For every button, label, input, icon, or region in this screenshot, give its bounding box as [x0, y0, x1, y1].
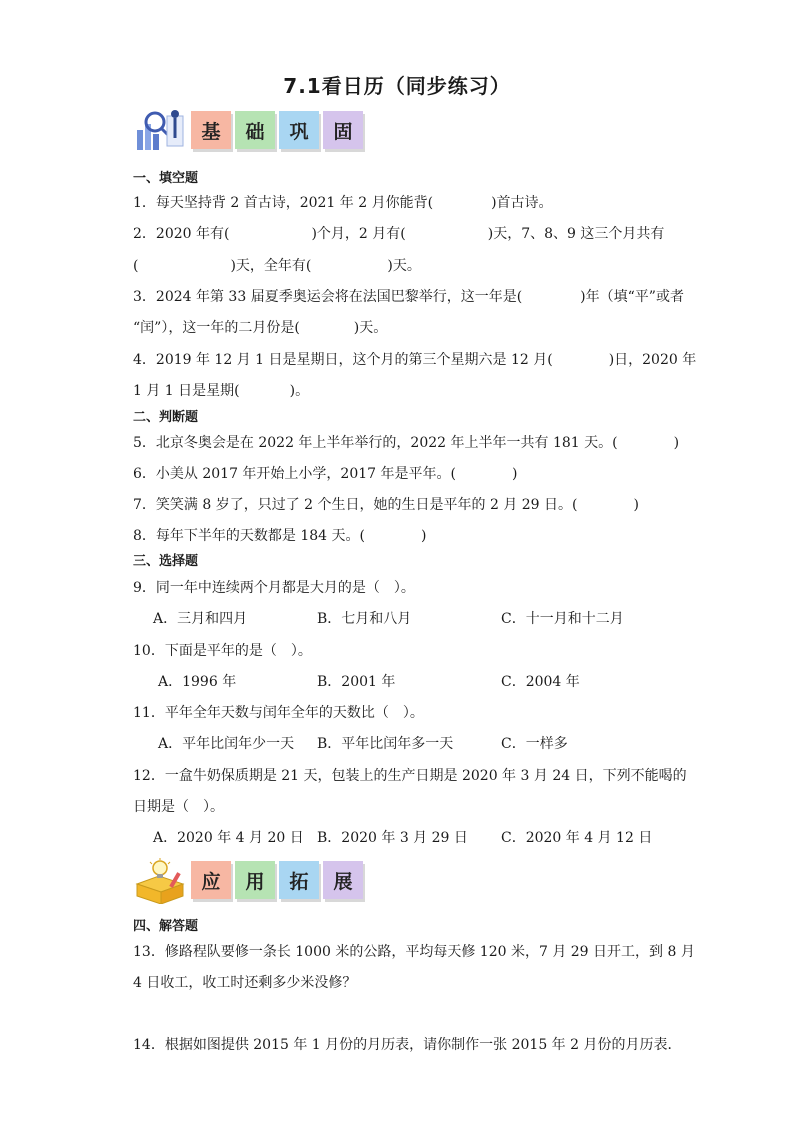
magnifier-chart-icon [133, 108, 187, 154]
q7-text-a: 7．笑笑满 8 岁了，只过了 2 个生日，她的生日是平年的 2 月 29 日。( [133, 497, 578, 513]
banner-basic [133, 108, 393, 154]
q9-option-a[interactable]: A．三月和四月 [153, 611, 248, 627]
q10-option-a[interactable]: A．1996 年 [158, 674, 237, 690]
banner-tile: 基 [191, 111, 231, 149]
q2-text-d: ( [133, 258, 139, 274]
question-13-line1: 13．修路程队要修一条长 1000 米的公路，平均每天修 120 米，7 月 29 日开工，到 8 月 [133, 944, 695, 960]
question-3-line1 [133, 286, 684, 306]
q3-text-c: “闰”），这一年的二月份是( [133, 320, 300, 336]
banner-application-tiles [191, 861, 363, 899]
q12-option-b[interactable]: B．2020 年 3 月 29 日 [317, 830, 468, 846]
banner-tile: 巩 [279, 111, 319, 149]
lightbulb-box-icon [133, 858, 187, 904]
q9-option-c[interactable]: C．十一月和十二月 [501, 611, 624, 627]
banner-basic-tiles [191, 111, 363, 149]
q8-text-b: ) [421, 528, 427, 544]
page-title: 7.1看日历（同步练习） [283, 74, 511, 98]
q11-option-a[interactable]: A．平年比闰年少一天 [158, 736, 295, 752]
q10-option-b[interactable]: B．2001 年 [317, 674, 396, 690]
q3-text-d: )天。 [353, 320, 388, 336]
question-1 [133, 192, 553, 212]
banner-tile: 拓 [279, 861, 319, 899]
banner-application [133, 858, 393, 904]
section-judge: 二、判断题 [133, 410, 199, 425]
banner-tile: 展 [323, 861, 363, 899]
question-7 [133, 494, 639, 514]
banner-tile: 应 [191, 861, 231, 899]
q3-text-b: )年（填“平”或者 [580, 289, 684, 305]
question-3-line2 [133, 317, 387, 337]
question-10-stem: 10．下面是平年的是（ ）。 [133, 643, 312, 659]
q7-text-b: ) [633, 497, 639, 513]
q2-text-c: )天，7、8、9 这三个月共有 [487, 226, 665, 242]
question-4-line1 [133, 349, 696, 369]
question-2-line1 [133, 223, 664, 243]
question-14-line1: 14．根据如图提供 2015 年 1 月份的月历表，请你制作一张 2015 年 2 月份的月历表． [133, 1037, 682, 1053]
q6-text-b: ) [511, 466, 518, 482]
q1-text-a: 1．每天坚持背 2 首古诗，2021 年 2 月你能背( [133, 195, 434, 211]
q3-text-a: 3．2024 年第 33 届夏季奥运会将在法国巴黎举行，这一年是( [133, 289, 523, 305]
q4-text-b: )日，2020 年 [608, 352, 697, 368]
banner-tile: 用 [235, 861, 275, 899]
q5-text-b: ) [673, 435, 680, 451]
q12-option-c[interactable]: C．2020 年 4 月 12 日 [501, 830, 653, 846]
q5-text-a: 5．北京冬奥会是在 2022 年上半年举行的，2022 年上半年一共有 181 天。( [133, 435, 618, 451]
question-11-stem: 11．平年全年天数与闰年全年的天数比（ ）。 [133, 705, 424, 721]
q2-text-b: )个月，2 月有( [311, 226, 406, 242]
banner-tile: 固 [323, 111, 363, 149]
q2-text-e: )天，全年有( [230, 258, 312, 274]
q1-text-b: )首古诗。 [491, 195, 553, 211]
section-choice: 三、选择题 [133, 554, 199, 569]
section-answer: 四、解答题 [133, 919, 199, 934]
q2-text-a: 2．2020 年有( [133, 226, 230, 242]
q11-option-b[interactable]: B．平年比闰年多一天 [317, 736, 454, 752]
q4-text-a: 4．2019 年 12 月 1 日是星期日，这个月的第三个星期六是 12 月( [133, 352, 553, 368]
q4-text-c: 1 月 1 日是星期( [133, 383, 240, 399]
question-9-stem: 9．同一年中连续两个月都是大月的是（ ）。 [133, 580, 415, 596]
q8-text-a: 8．每年下半年的天数都是 184 天。( [133, 528, 365, 544]
q2-text-f: )天。 [387, 258, 421, 274]
question-2-line2 [133, 255, 421, 275]
question-8 [133, 525, 426, 545]
question-13-line2: 4 日收工，收工时还剩多少米没修？ [133, 975, 357, 991]
q11-option-c[interactable]: C．一样多 [501, 736, 568, 752]
question-12-stem-line1: 12．一盒牛奶保质期是 21 天，包装上的生产日期是 2020 年 3 月 24 日，下列不能喝的 [133, 768, 687, 784]
q4-text-d: )。 [289, 383, 310, 399]
q12-option-a[interactable]: A．2020 年 4 月 20 日 [153, 830, 304, 846]
q9-option-b[interactable]: B．七月和八月 [317, 611, 412, 627]
question-12-stem-line2: 日期是（ ）。 [133, 799, 224, 815]
section-fill: 一、填空题 [133, 171, 199, 186]
question-4-line2 [133, 380, 309, 400]
q6-text-a: 6．小美从 2017 年开始上小学，2017 年是平年。( [133, 466, 456, 482]
banner-tile: 础 [235, 111, 275, 149]
q10-option-c[interactable]: C．2004 年 [501, 674, 580, 690]
question-6 [133, 463, 517, 483]
question-5 [133, 432, 679, 452]
